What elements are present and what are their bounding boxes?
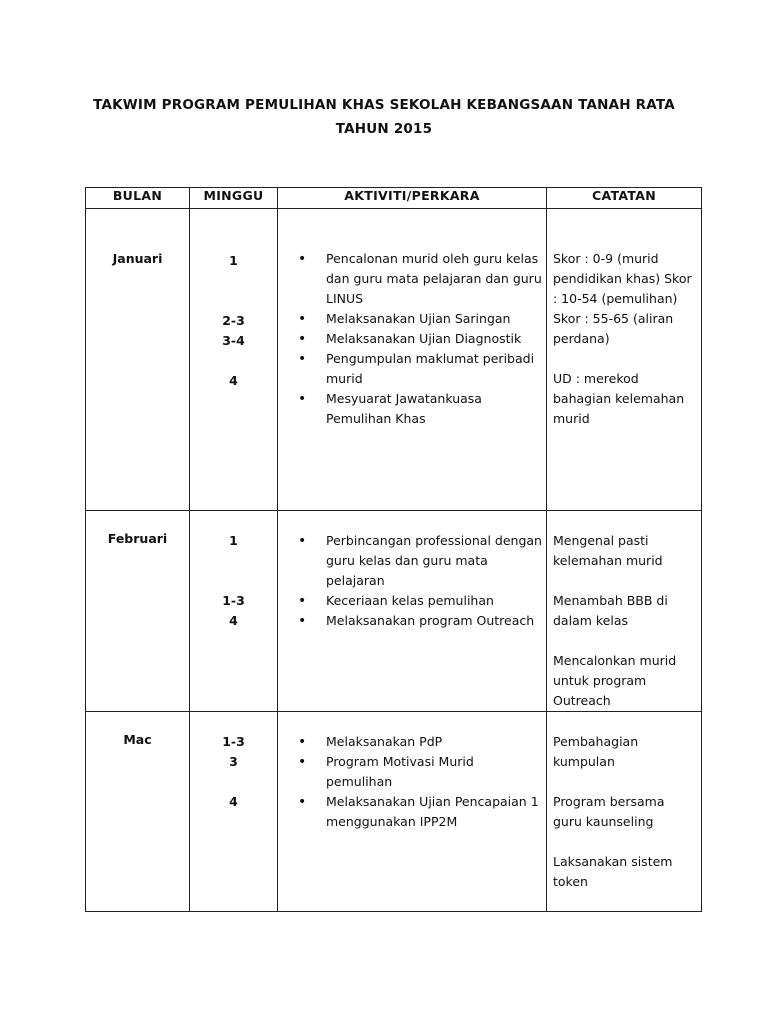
week-value: [191, 772, 276, 792]
note-text: Laksanakan sistem token: [553, 854, 673, 889]
note-text: UD : merekod bahagian kelemahan murid: [553, 371, 685, 426]
activity-cell: [278, 712, 547, 912]
title-line-1: TAKWIM PROGRAM PEMULIHAN KHAS SEKOLAH KEBANGSAAN TANAH RATA: [93, 97, 675, 113]
week-value: 1: [229, 253, 238, 268]
week-value: [191, 551, 276, 571]
activity-item: • Melaksanakan Ujian Diagnostik: [320, 329, 542, 349]
week-value: 1-3: [222, 593, 245, 608]
week-value: 4: [229, 613, 238, 628]
activity-item: • Melaksanakan Ujian Saringan: [320, 309, 542, 329]
month-cell: Februari: [86, 511, 190, 712]
week-value: 4: [229, 373, 238, 388]
month-cell: Januari: [86, 209, 190, 511]
activity-item: • Pencalonan murid oleh guru kelas dan guru mata pelajaran dan guru LINUS: [320, 249, 542, 309]
table-row: [86, 511, 702, 712]
header-aktiviti: AKTIVITI/PERKARA: [278, 188, 547, 209]
week-value: 2-3: [222, 313, 245, 328]
week-value: 1: [229, 533, 238, 548]
title-line-2: TAHUN 2015: [335, 121, 433, 137]
calendar-table: [85, 187, 702, 912]
activity-item: • Melaksanakan Ujian Pencapaian 1 menggunakan IPP2M: [320, 792, 542, 832]
week-value: 3-4: [222, 333, 245, 348]
month-cell: Mac: [86, 712, 190, 912]
table-row: [86, 712, 702, 912]
header-catatan: CATATAN: [547, 188, 702, 209]
activity-list: [282, 732, 542, 832]
activity-item: • Keceriaan kelas pemulihan: [320, 591, 542, 611]
activity-item: • Pengumpulan maklumat peribadi murid: [320, 349, 542, 389]
activity-item: • Perbincangan professional dengan guru kelas dan guru mata pelajaran: [320, 531, 542, 591]
note-text: Skor : 0-9 (murid pendidikan khas) Skor : 10-54 (pemulihan) Skor : 55-65 (aliran perdana): [553, 251, 692, 346]
activity-list: [282, 531, 542, 631]
week-value: [191, 571, 276, 591]
table-row: [86, 209, 702, 511]
document-title: [0, 93, 768, 141]
activity-item: • Melaksanakan PdP: [320, 732, 542, 752]
header-bulan: BULAN: [86, 188, 190, 209]
notes-cell: [547, 712, 702, 912]
header-minggu: MINGGU: [190, 188, 278, 209]
notes-cell: [547, 209, 702, 511]
note-text: Pembahagian kumpulan: [553, 734, 639, 769]
week-cell: [190, 511, 278, 712]
week-value: [191, 271, 276, 291]
table-header-row: [86, 188, 702, 209]
note-text: Mencalonkan murid untuk program Outreach: [553, 653, 677, 708]
week-cell: [190, 712, 278, 912]
activity-item: • Melaksanakan program Outreach: [320, 611, 542, 631]
notes-cell: [547, 511, 702, 712]
week-value: [191, 291, 276, 311]
week-value: 1-3: [222, 734, 245, 749]
activity-item: • Program Motivasi Murid pemulihan: [320, 752, 542, 792]
week-value: [191, 351, 276, 371]
week-value: 3: [229, 754, 238, 769]
note-text: Menambah BBB di dalam kelas: [553, 593, 668, 628]
activity-cell: [278, 511, 547, 712]
week-value: 4: [229, 794, 238, 809]
note-text: Program bersama guru kaunseling: [553, 794, 665, 829]
note-text: Mengenal pasti kelemahan murid: [553, 533, 663, 568]
week-cell: [190, 209, 278, 511]
activity-cell: [278, 209, 547, 511]
activity-list: [282, 249, 542, 429]
activity-item: • Mesyuarat Jawatankuasa Pemulihan Khas: [320, 389, 542, 429]
